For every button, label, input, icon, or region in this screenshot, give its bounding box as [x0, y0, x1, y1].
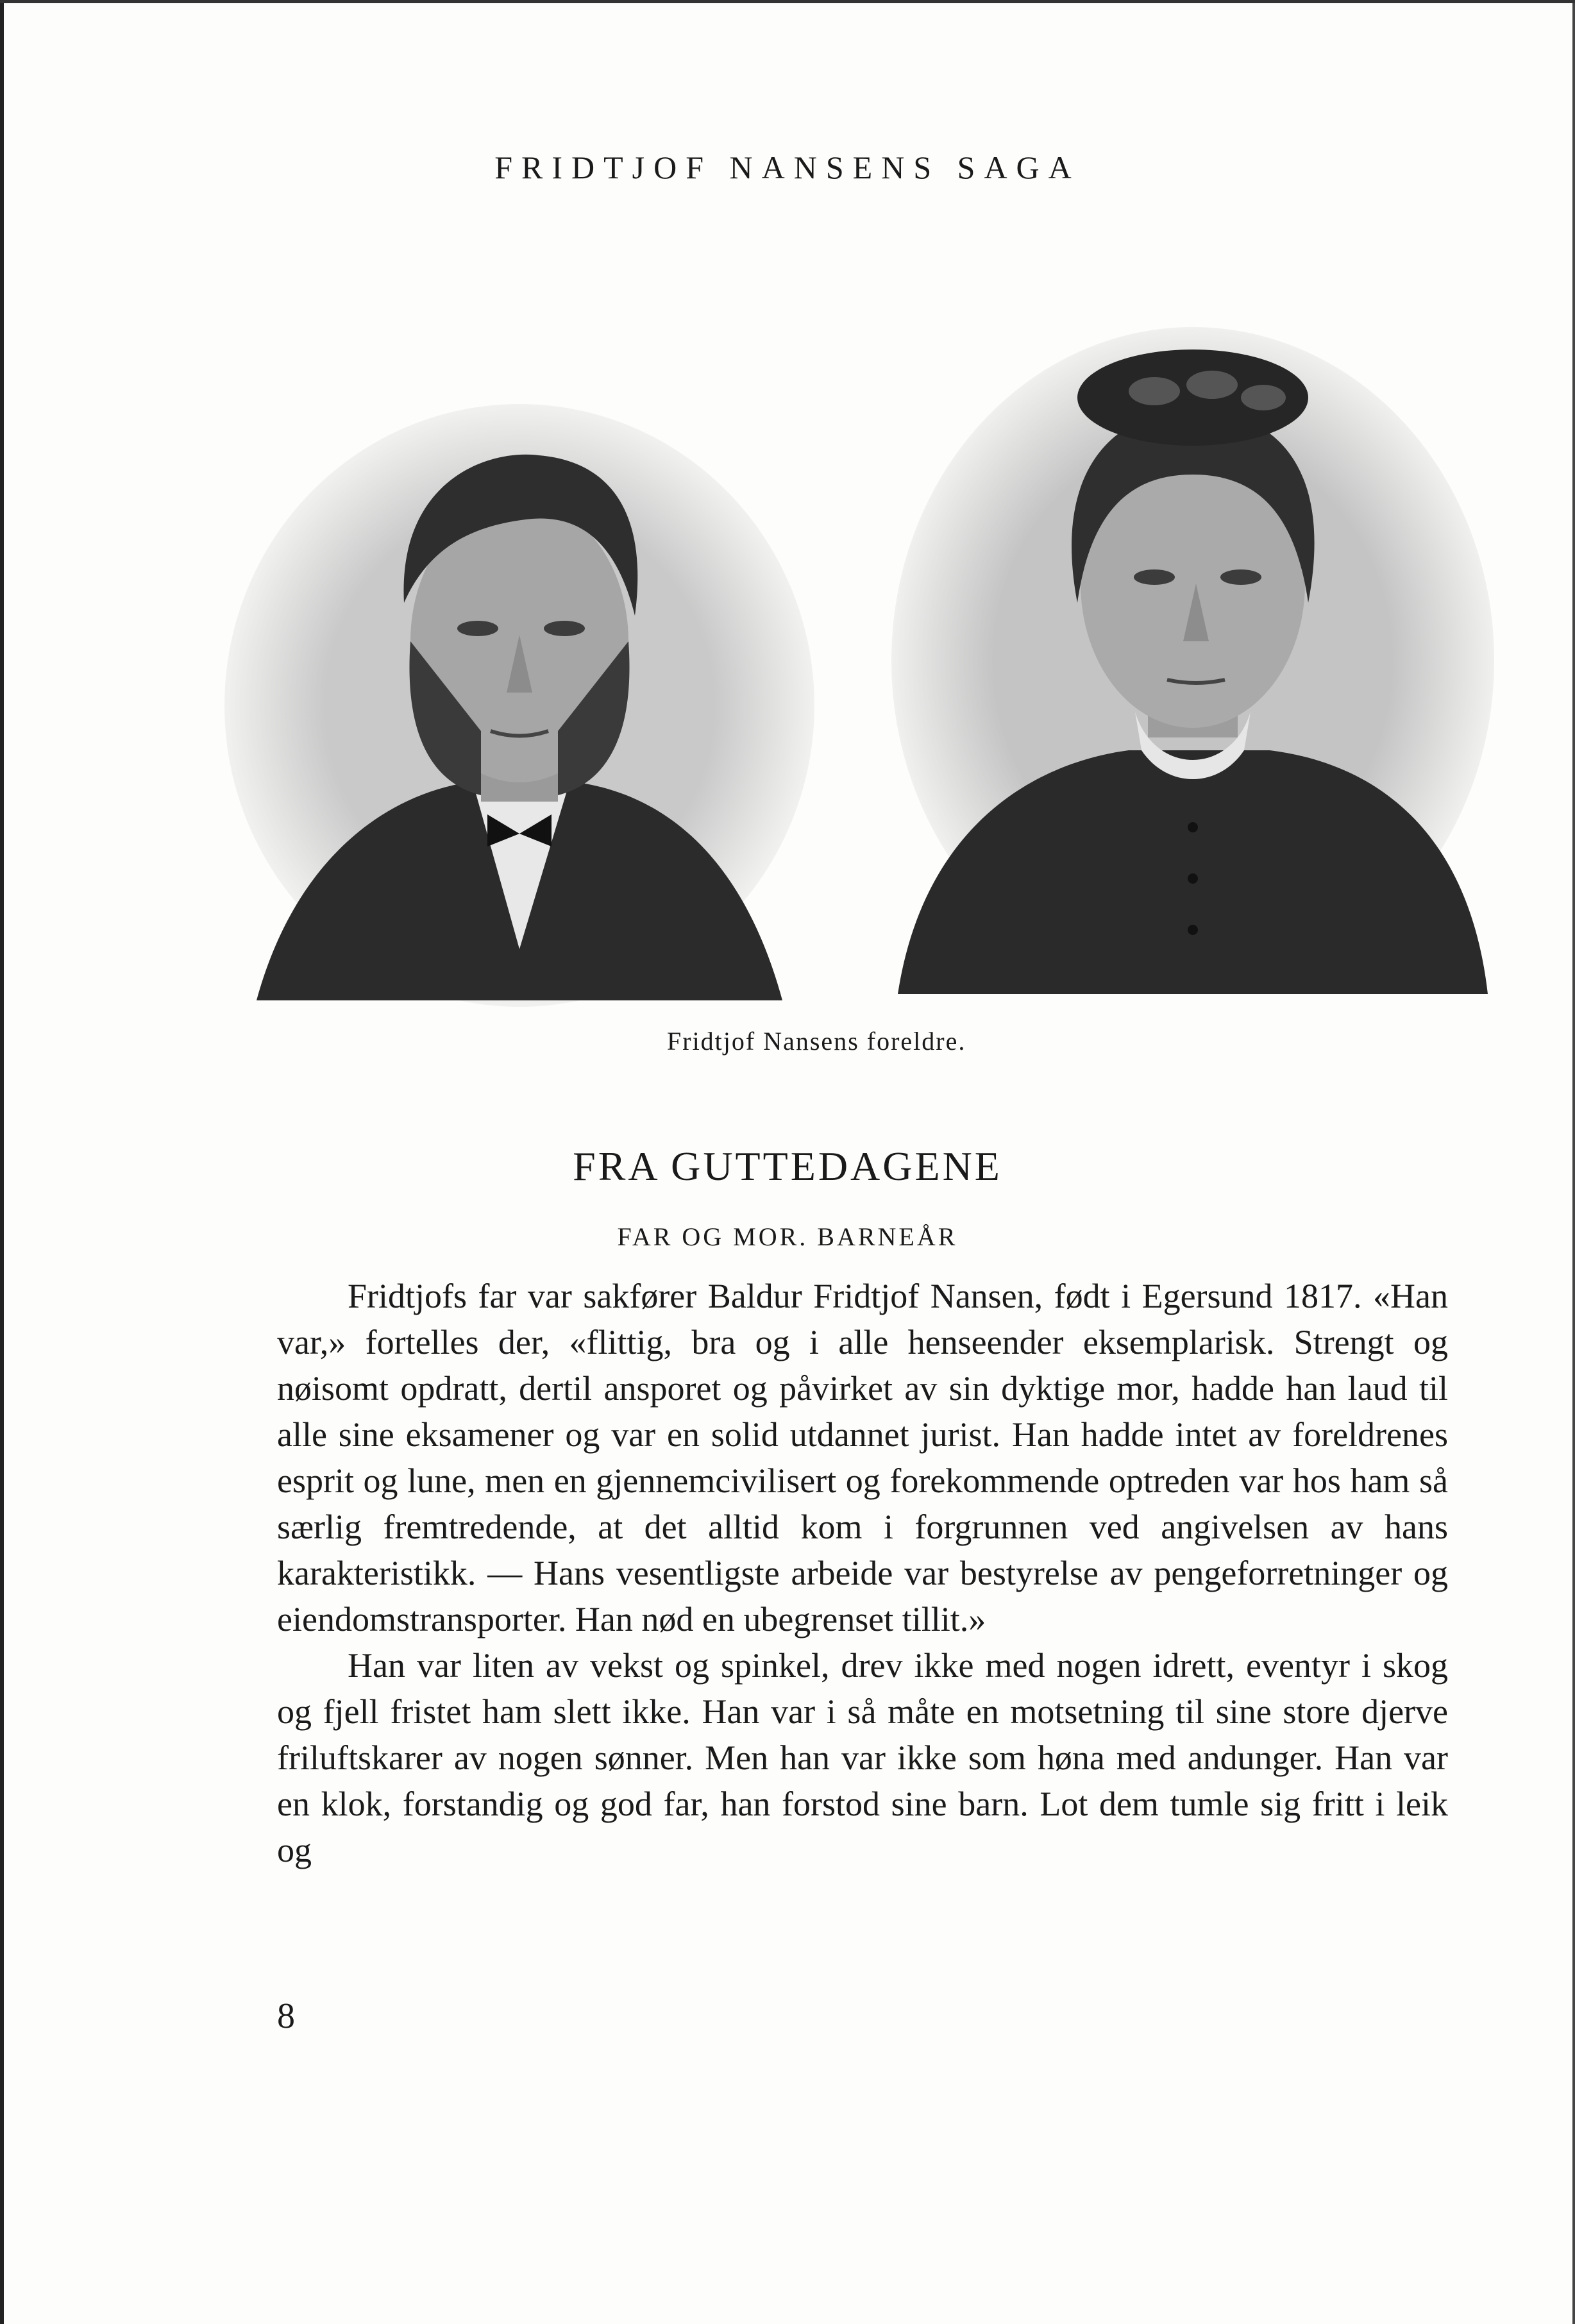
- page-edge-top: [0, 0, 1575, 3]
- running-head: FRIDTJOF NANSENS SAGA: [494, 149, 1081, 185]
- paragraph: Han var liten av vekst og spinkel, drev ikke med nogen idrett, eventyr i skog og fjell fristet ham slett ikke. Han var i så måte en motsetning til sine store djerve friluftskarer av nogen sønner. Men han var ikke som høna med andunger. Han var en klok, forstandig og god far, han forstod sine barn. Lot dem tumle sig fritt i leik og: [277, 1646, 1448, 1869]
- body-text: [277, 1273, 1448, 1873]
- chapter-subtitle: FAR OG MOR. BARNEÅR: [617, 1222, 958, 1251]
- father-portrait: [218, 372, 821, 1013]
- portrait-figure: [0, 301, 1575, 1020]
- page-number: 8: [277, 1996, 295, 2036]
- mother-portrait: [885, 301, 1501, 1007]
- paragraph: Fridtjofs far var sakfører Baldur Fridtjof Nansen, født i Egersund 1817. «Han var,» fortelles der, «flittig, bra og i alle henseender eksemplarisk. Strengt og nøisomt opdratt, dertil ansporet og påvirket av sin dyktige mor, hadde han laud til alle sine eksamener og var en solid utdannet jurist. Han hadde intet av foreldrenes esprit og lune, men en gjennemcivilisert og forekommende optreden var hos ham så særlig fremtredende, at det alltid kom i forgrunnen ved angivelsen av hans karakteristikk. — Hans vesentligste arbeide var bestyrelse av pengeforretninger og eiendomstransporter. Han nød en ubegrenset tillit.»: [277, 1277, 1448, 1638]
- chapter-title: FRA GUTTEDAGENE: [573, 1143, 1002, 1189]
- figure-caption: Fridtjof Nansens foreldre.: [667, 1027, 966, 1056]
